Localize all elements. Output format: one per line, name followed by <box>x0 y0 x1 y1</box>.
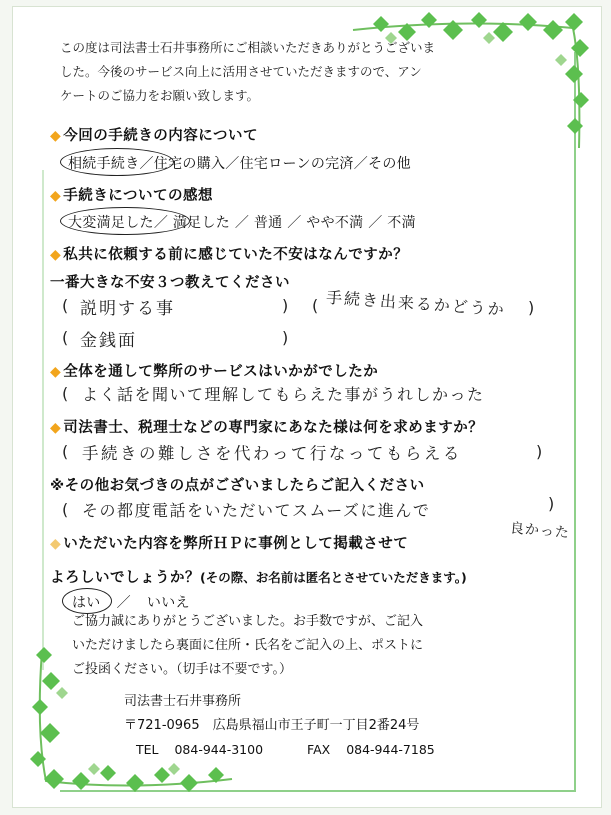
fax-label: FAX <box>307 742 331 757</box>
thanks-line-1: ご協力誠にありがとうございました。お手数ですが、ご記入 <box>72 614 424 629</box>
q5-close-paren: ) <box>536 442 543 461</box>
q7-option-yes[interactable]: はい <box>72 595 101 611</box>
q4-answer[interactable]: よく話を聞いて理解してもらえた事がうれしかった <box>82 385 485 404</box>
q2-option-very-satisfied[interactable]: 大変満足した <box>68 215 154 231</box>
q6-answer-continued: 良かった <box>509 520 571 542</box>
q5-answer[interactable]: 手続きの難しさを代わって行なってもらえる <box>82 444 462 463</box>
thanks-line-2: いただけましたら裏面に住所・氏名をご記入の上、ポストに <box>72 638 424 653</box>
q3-answer-3[interactable]: 金銭面 <box>80 331 137 351</box>
q3-answer-2[interactable]: 手続き出来るかどうか <box>325 287 507 320</box>
office-name: 司法書士石井事務所 <box>124 694 242 709</box>
q1-heading: ◆ 今回の手続きの内容について <box>50 128 258 144</box>
diamond-bullet-icon: ◆ <box>50 247 62 263</box>
q5-open-paren: ( <box>62 442 69 461</box>
q6-close-paren: ) <box>548 494 555 513</box>
q2-heading: ◆ 手続きについての感想 <box>50 188 213 204</box>
q6-answer[interactable]: その都度電話をいただいてスムーズに進んで <box>82 501 431 520</box>
q2-selection-circle <box>60 207 190 235</box>
thanks-line-3: ご投函ください。（切手は不要です。） <box>72 662 292 677</box>
q1-selection-circle <box>60 148 174 176</box>
q3-answer-1-open-paren: ( <box>62 296 69 315</box>
tel-label: TEL <box>136 742 159 757</box>
intro-text <box>60 36 435 108</box>
diamond-bullet-icon: ◆ <box>50 128 62 144</box>
q7-question-line-2: よろしいでしょうか？(その際、お名前は匿名とさせていただきます。) <box>50 570 467 586</box>
q2-other-options: ／ 満足した ／ 普通 ／ やや不満 ／ 不満 <box>153 215 416 231</box>
intro-line-3: ケートのご協力をお願い致します。 <box>60 88 260 103</box>
diamond-bullet-icon: ◆ <box>50 188 62 204</box>
q3-answer-1-close-paren: ) <box>282 296 289 315</box>
q1-option-inheritance[interactable]: 相続手続き <box>68 156 140 172</box>
fax-number: 084-944-7185 <box>346 742 435 757</box>
diamond-bullet-icon: ◆ <box>50 364 62 380</box>
intro-line-1: この度は司法書士石井事務所にご相談いただきありがとうございま <box>60 40 436 55</box>
frame-border-left <box>42 170 44 670</box>
q3-answer-3-close-paren: ) <box>282 328 289 347</box>
q6-open-paren: ( <box>62 500 69 519</box>
q7-heading: ◆ いただいた内容を弊所ＨＰに事例として掲載させて <box>50 536 409 552</box>
q4-heading: ◆ 全体を通して弊所のサービスはいかがでしたか <box>50 364 379 380</box>
intro-line-2: した。今後のサービス向上に活用させていただきますので、アン <box>60 64 422 79</box>
q7-option-no[interactable]: いいえ <box>146 595 190 611</box>
q4-open-paren: ( <box>62 384 69 403</box>
office-address: 〒721-0965 広島県福山市王子町一丁目2番24号 <box>124 718 420 733</box>
q3-heading: ◆ 私共に依頼する前に感じていた不安はなんですか？ <box>50 247 409 263</box>
q3-answer-2-close-paren: ) <box>528 298 535 317</box>
q7-note: (その際、お名前は匿名とさせていただきます。) <box>200 570 467 585</box>
diamond-bullet-icon: ◆ <box>50 536 62 552</box>
tel-number: 084-944-3100 <box>174 742 264 757</box>
q3-answer-1[interactable]: 説明する事 <box>80 299 175 319</box>
q3-subheading: 一番大きな不安３つ教えてください <box>50 275 290 291</box>
q7-separator: ／ <box>116 595 131 611</box>
diamond-bullet-icon: ◆ <box>50 420 62 436</box>
q5-heading: ◆ 司法書士、税理士などの専門家にあなた様は何を求めますか？ <box>50 420 484 436</box>
q3-answer-3-open-paren: ( <box>62 328 69 347</box>
thanks-text <box>72 610 423 682</box>
q3-answer-2-open-paren: ( <box>312 296 319 315</box>
q6-heading: ※その他お気づきの点がございましたらご記入ください <box>50 478 425 494</box>
q1-other-options: ／住宅の購入／住宅ローンの完済／その他 <box>139 156 411 172</box>
office-contact <box>136 742 435 757</box>
frame-border-right <box>574 52 576 792</box>
